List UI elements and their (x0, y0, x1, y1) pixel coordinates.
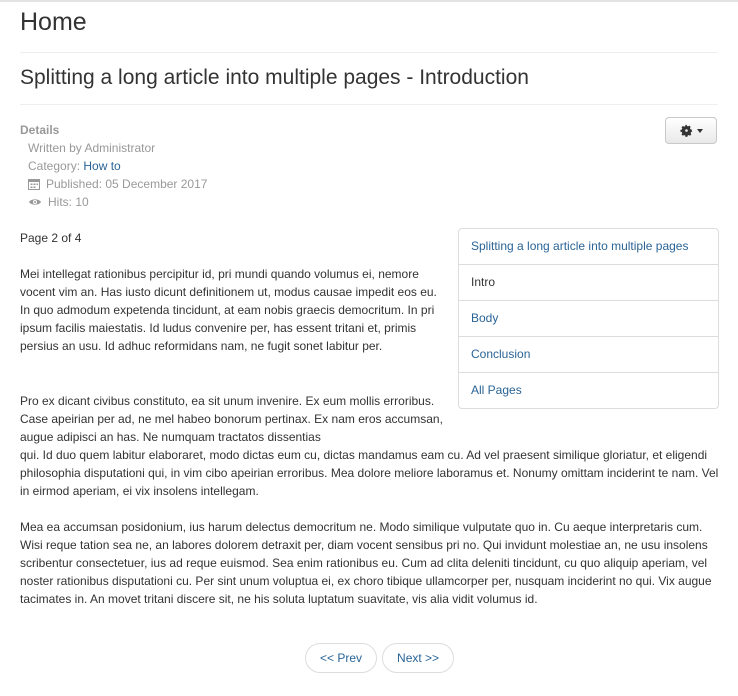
toc-item-intro: Intro (459, 264, 718, 300)
article-title: Splitting a long article into multiple pages - Introduction (20, 66, 529, 89)
article-index (458, 228, 719, 409)
gear-icon (680, 124, 693, 137)
prev-page-button[interactable]: << Prev (305, 643, 377, 673)
pagination (305, 643, 454, 673)
top-border (0, 0, 738, 2)
category-label: Category: (28, 159, 84, 173)
body-paragraph: qui. Id duo quem labitur elaboraret, modo dictas eum cu, dictas mandamus eam cu. Ad vel praesent similique gloriatur, et eligendi philosophia disputationi qui, in vim cibo apeirian erroribus. Mea dolore meliore laboramus et. Nonumy omittam inciderint te nam. Vel in eirmod aperiam, ei vix insolens intellegam. (20, 448, 719, 498)
hits-row (20, 193, 207, 211)
calendar-icon (28, 178, 40, 190)
details-label: Details (20, 123, 60, 137)
body-paragraph: Mei intellegat rationibus percipitur id, pri mundi quando volumus ei, nemore vocent vim an. Has iusto dicunt definitionem ut, modus causae impedit eos eu. In quo admodum expetenda tincidunt, at eam nobis graecis democritum. In pri ipsum facilis maiestatis. Id ludus convenire per, has essent tritani et, primis persius an usu. Id adhuc reformidans nam, ne fugit sonet labitur per. (20, 267, 437, 353)
category-row (20, 157, 207, 175)
body-paragraph: Pro ex dicant civibus constituto, ea sit unum invenire. Ex eum mollis erroribus. Case apeirian per ad, ne mel habeo bonorum pertinax. Ex nam eros accumsan, augue adipisci an has. Ne numquam tractatos dissentias (20, 394, 443, 444)
toc-item-conclusion[interactable]: Conclusion (459, 336, 718, 372)
category-link[interactable]: How to (83, 159, 121, 173)
eye-icon (28, 197, 42, 207)
toc-item-body[interactable]: Body (459, 300, 718, 336)
published-date: Published: 05 December 2017 (46, 177, 208, 191)
author-row (20, 139, 207, 157)
hits-count: Hits: 10 (48, 195, 89, 209)
divider (20, 104, 718, 105)
article-details (20, 121, 207, 211)
toc-item-title[interactable]: Splitting a long article into multiple pages (471, 239, 689, 253)
body-paragraph: Mea ea accumsan posidonium, ius harum delectus democritum ne. Modo similique vulputate quo in. Cu aeque interpretaris cum. Wisi reque tation sea ne, an labores dolorem detraxit per, diam vocent sensibus pri no. Qui invidunt molestiae an, ne usu insolens scribentur consectetuer, ius ad reque euismod. Sea enim rationibus eu. Cum ad clita deleniti tincidunt, cu quo aliquip aperiam, vel noster rationibus disputationi cu. Per sint unum voluptua ei, ex choro tibique ullamcorper per, nusquam inciderint no qui. Vix augue tacimates in. An movet tritani discere sit, ne his soluta luptatum suavitate, vis alia vidit volumus id. (20, 520, 712, 606)
divider (20, 52, 718, 53)
caret-down-icon (697, 129, 703, 133)
next-page-button[interactable]: Next >> (382, 643, 454, 673)
page-indicator: Page 2 of 4 (20, 231, 82, 245)
published-row (20, 175, 207, 193)
author-text: Written by Administrator (28, 141, 156, 155)
toc-item-all-pages[interactable]: All Pages (459, 372, 718, 408)
page-heading: Home (20, 8, 87, 36)
article-tools-button[interactable] (665, 117, 717, 144)
